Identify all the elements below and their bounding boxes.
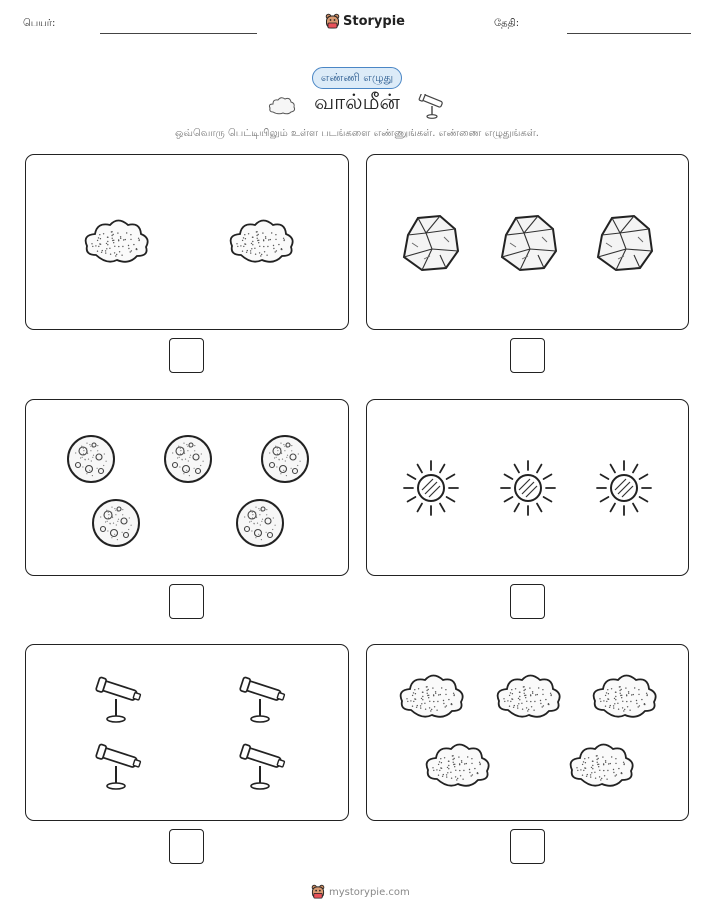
- answer-box-3[interactable]: [169, 584, 204, 619]
- sun-icon: [597, 461, 651, 515]
- telescope-icon: [96, 677, 142, 722]
- telescope-icon: [240, 744, 286, 789]
- cloud-icon: [427, 745, 489, 786]
- answer-box-6[interactable]: [510, 829, 545, 864]
- storypie-bear-icon: [311, 884, 325, 900]
- name-line: [100, 33, 257, 34]
- cloud-icon: [86, 221, 148, 262]
- date-label: தேதி:: [494, 18, 520, 29]
- footer: [311, 884, 410, 900]
- count-card-4: [366, 399, 689, 576]
- activity-badge: எண்ணி எழுது: [312, 67, 402, 89]
- card-pictures: [367, 400, 690, 577]
- moon-icon: [68, 436, 114, 482]
- cloud-icon: [498, 676, 560, 717]
- footer-url: mystorypie.com: [329, 886, 410, 898]
- rock-icon: [598, 216, 652, 270]
- telescope-icon: [418, 94, 446, 120]
- answer-box-4[interactable]: [510, 584, 545, 619]
- count-card-2: [366, 154, 689, 330]
- name-label: பெயர்:: [23, 18, 56, 29]
- instructions: ஒவ்வொரு பெட்டியிலும் உள்ள படங்களை எண்ணுங்கள். எண்ணை எழுதுங்கள்.: [175, 128, 539, 139]
- moon-icon: [165, 436, 211, 482]
- count-card-3: [25, 399, 349, 576]
- cloud-icon: [231, 221, 293, 262]
- card-pictures: [26, 400, 350, 577]
- moon-icon: [262, 436, 308, 482]
- brand-logo: [325, 13, 405, 30]
- moon-icon: [237, 500, 283, 546]
- telescope-icon: [96, 744, 142, 789]
- card-pictures: [26, 155, 350, 331]
- moon-icon: [93, 500, 139, 546]
- rock-icon: [502, 216, 556, 270]
- count-card-5: [25, 644, 349, 821]
- cloud-icon: [401, 676, 463, 717]
- sun-icon: [501, 461, 555, 515]
- answer-box-1[interactable]: [169, 338, 204, 373]
- count-card-6: [366, 644, 689, 821]
- storypie-bear-icon: [325, 13, 340, 30]
- card-pictures: [367, 645, 690, 822]
- date-line: [567, 33, 691, 34]
- card-pictures: [367, 155, 690, 331]
- card-pictures: [26, 645, 350, 822]
- sun-icon: [404, 461, 458, 515]
- answer-box-2[interactable]: [510, 338, 545, 373]
- cloud-icon: [594, 676, 656, 717]
- brand-name: Storypie: [343, 14, 405, 29]
- cloud-icon: [571, 745, 633, 786]
- count-card-1: [25, 154, 349, 330]
- answer-box-5[interactable]: [169, 829, 204, 864]
- rock-icon: [404, 216, 458, 270]
- telescope-icon: [240, 677, 286, 722]
- page-title: வால்மீன்: [314, 90, 400, 114]
